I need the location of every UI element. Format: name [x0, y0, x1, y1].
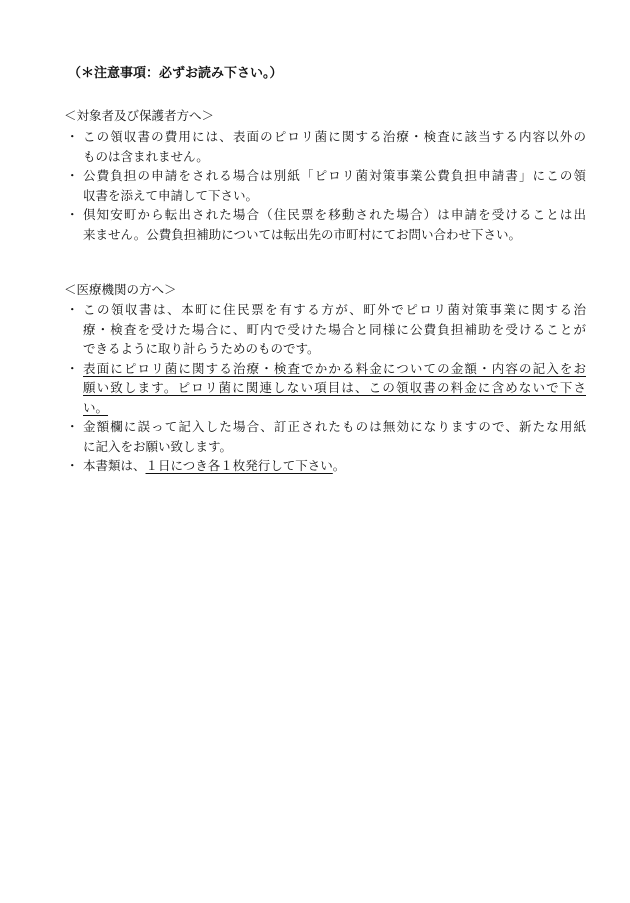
item-line: 金額欄に誤って記入した場合、訂正されたものは無効になりますので、新たな用紙: [83, 419, 586, 434]
item-line: に記入をお願い致します。: [83, 438, 233, 454]
list-item: [64, 166, 586, 205]
bullet: ・: [66, 207, 79, 222]
item-text: 本書類は、: [83, 458, 146, 473]
section-heading-medical: ＜医療機関の方へ＞: [64, 282, 177, 297]
item-line: 公費負担の申請をされる場合は別紙「ピロリ菌対策事業公費負担申請書」にこの領: [83, 168, 586, 183]
item-line: できるように取り計らうためのものです。: [83, 341, 320, 356]
underlined-text: １日につき各１枚発行して下さい: [145, 458, 333, 473]
item-line: この領収書は、本町に住民票を有する方が、町外でピロリ菌対策事業に関する治: [83, 302, 586, 317]
bullet: ・: [66, 419, 79, 434]
patients-notes-list: [64, 127, 586, 244]
list-item: [64, 127, 586, 166]
bullet: ・: [66, 168, 79, 183]
bullet: ・: [66, 129, 79, 144]
item-line: 来ません。公費負担補助については転出先の市町村にてお問い合わせ下さい。: [83, 226, 522, 242]
bullet: ・: [66, 302, 79, 317]
item-line: 収書を添えて申請して下さい。: [83, 187, 259, 203]
list-item: [64, 456, 586, 476]
list-item: [64, 359, 586, 418]
list-item: [64, 300, 586, 359]
item-line-underlined: 表面にピロリ菌に関する治療・検査でかかる料金についての金額・内容の記入をお: [83, 360, 586, 376]
medical-notes-list: [64, 300, 586, 476]
section-heading-patients: ＜対象者及び保護者方へ＞: [64, 108, 215, 123]
list-item: [64, 417, 586, 456]
bullet: ・: [66, 360, 79, 376]
item-text: 。: [332, 458, 346, 473]
item-line: この領収書の費用には、表面のピロリ菌に関する治療・検査に該当する内容以外の: [83, 129, 586, 144]
item-line-underlined: [83, 398, 586, 418]
item-line: [83, 456, 586, 476]
caution-notice: （＊注意事項：必ずお読み下さい。）: [68, 66, 283, 81]
list-item: [64, 205, 586, 244]
item-line: ものは含まれません。: [83, 148, 209, 164]
item-line: 倶知安町から転出された場合（住民票を移動された場合）は申請を受けることは出: [83, 207, 586, 222]
item-line: 療・検査を受けた場合に、町内で受けた場合と同様に公費負担補助を受けることが: [83, 321, 586, 337]
item-line-underlined: 願い致します。ピロリ菌に関連しない項目は、この領収書の料金に含めないで下さ: [83, 380, 586, 395]
bullet: ・: [66, 458, 79, 473]
underlined-text: い。: [83, 399, 109, 415]
